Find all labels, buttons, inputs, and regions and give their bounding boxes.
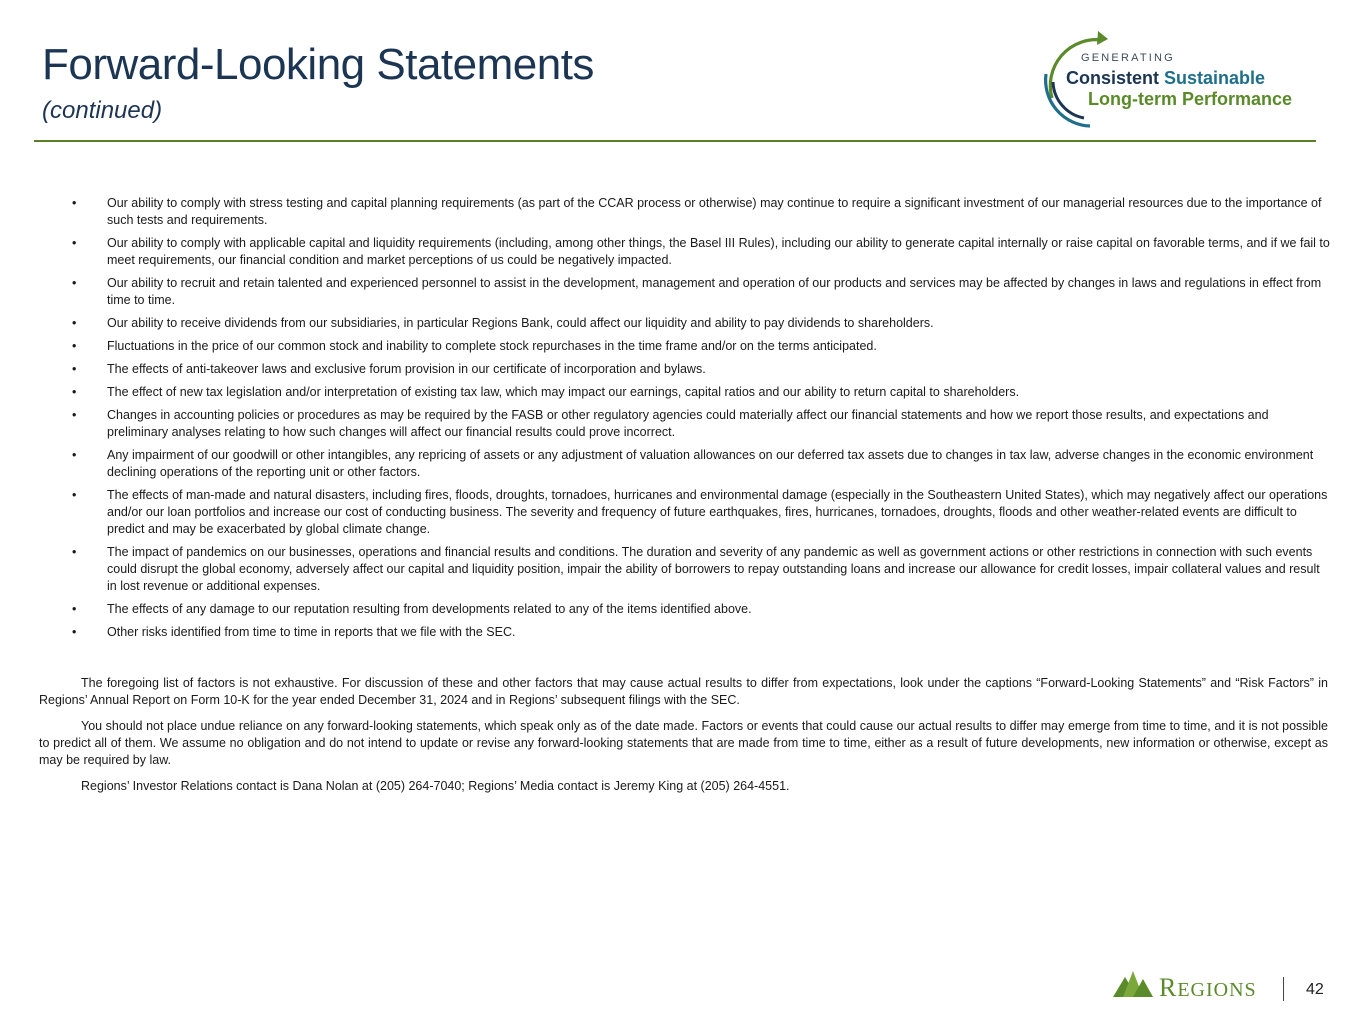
bullet-marker: • (72, 545, 77, 559)
list-item (72, 447, 1330, 481)
bullet-marker: • (72, 385, 77, 399)
list-item-text: The effects of man-made and natural disasters, including fires, floods, droughts, tornadoes, hurricanes and environmental damage (especially in the Southeastern United States), which may negatively affect our operations and/or our loan portfolios and increase our cost of conducting business. The severity and frequency of future earthquakes, fires, hurricanes, tornadoes, droughts, floods and other weather-related events are difficult to predict and may be exacerbated by global climate change. (107, 488, 1328, 536)
page-subtitle: (continued) (42, 97, 163, 124)
list-item-text: The effects of anti-takeover laws and exclusive forum provision in our certificate of incorporation and bylaws. (107, 362, 706, 376)
list-item (72, 361, 1330, 378)
list-item (72, 624, 1330, 641)
bullet-marker: • (72, 236, 77, 250)
bullet-marker: • (72, 602, 77, 616)
list-item-text: The effect of new tax legislation and/or interpretation of existing tax law, which may impact our earnings, capital ratios and our ability to return capital to shareholders. (107, 385, 1020, 399)
disclaimer-paragraph: The foregoing list of factors is not exhaustive. For discussion of these and other factors that may cause actual results to differ from expectations, look under the captions “Forward-Looking Statements” and “Risk Factors” in Regions’ Annual Report on Form 10-K for the year ended December 31, 2024 and in Regions’ subsequent filings with the SEC. (39, 676, 1328, 707)
bullet-marker: • (72, 448, 77, 462)
regions-wordmark-rest: EGIONS (1177, 979, 1257, 1001)
bullet-marker: • (72, 488, 77, 502)
bullet-marker: • (72, 276, 77, 290)
list-item-text: Fluctuations in the price of our common stock and inability to complete stock repurchases in the time frame and/or on the terms anticipated. (107, 339, 877, 353)
bullet-marker: • (72, 196, 77, 210)
tagline-consistent: Consistent (1066, 68, 1160, 88)
list-item-text: Any impairment of our goodwill or other intangibles, any repricing of assets or any adjustment of valuation allowances on our deferred tax assets due to changes in tax law, adverse changes in the economic environment declining operations of the reporting unit or other factors. (107, 448, 1314, 479)
list-item (72, 407, 1330, 441)
brand-tagline-logo (1038, 28, 1328, 132)
list-item (72, 384, 1330, 401)
list-item (72, 601, 1330, 618)
footer-separator (1283, 977, 1284, 1001)
contact-paragraph: Regions’ Investor Relations contact is Dana Nolan at (205) 264-7040; Regions’ Media contact is Jeremy King at (205) 264-4551. (81, 779, 790, 793)
risk-factor-list (72, 195, 1330, 647)
regions-triangles-icon (1113, 969, 1155, 999)
page-number: 42 (1306, 981, 1324, 998)
list-item (72, 338, 1330, 355)
generating-label: GENERATING (1081, 52, 1175, 64)
list-item-text: Changes in accounting policies or procedures as may be required by the FASB or other regulatory agencies could materially affect our financial statements and how we report those results, and expectations and preliminary analyses relating to how such changes will affect our financial results could prove incorrect. (107, 408, 1269, 439)
page-title: Forward-Looking Statements (42, 40, 594, 89)
regions-logo (1113, 969, 1273, 1001)
list-item-text: Our ability to receive dividends from our subsidiaries, in particular Regions Bank, could affect our liquidity and ability to pay dividends to shareholders. (107, 316, 934, 330)
list-item-text: Other risks identified from time to time in reports that we file with the SEC. (107, 625, 516, 639)
list-item-text: Our ability to recruit and retain talented and experienced personnel to assist in the development, management and operation of our products and services may be affected by changes in laws and regulations in effect from time to time. (107, 276, 1322, 307)
list-item (72, 275, 1330, 309)
list-item-text: Our ability to comply with stress testing and capital planning requirements (as part of the CCAR process or otherwise) may continue to require a significant investment of our managerial resources due to the importance of such tests and requirements. (107, 196, 1322, 227)
tagline-sustainable: Sustainable (1164, 68, 1266, 88)
list-item (72, 315, 1330, 332)
list-item-text: The effects of any damage to our reputation resulting from developments related to any of the items identified above. (107, 602, 752, 616)
bullet-marker: • (72, 362, 77, 376)
closing-paragraphs (39, 675, 1328, 804)
list-item-text: The impact of pandemics on our businesses, operations and financial results and conditions. The duration and severity of any pandemic as well as government actions or other restrictions in connection with such events could disrupt the global economy, adversely affect our capital and liquidity position, impair the ability of borrowers to repay outstanding loans and increase our allowance for credit losses, impair collateral values and result in lost revenue or additional expenses. (107, 545, 1320, 593)
title-divider (34, 140, 1316, 142)
bullet-marker: • (72, 625, 77, 639)
list-item (72, 235, 1330, 269)
disclaimer-paragraph: You should not place undue reliance on any forward-looking statements, which speak only as of the date made. Factors or events that could cause our actual results to differ may emerge from time to time, and it is not possible to predict all of them. We assume no obligation and do not intend to update or revise any forward-looking statements that are made from time to time, either as a result of future developments, new information or otherwise, except as may be required by law. (39, 719, 1328, 767)
list-item-text: Our ability to comply with applicable capital and liquidity requirements (including, among other things, the Basel III Rules), including our ability to generate capital internally or raise capital on favorable terms, and if we fail to meet requirements, our financial condition and market perceptions of us could be negatively impacted. (107, 236, 1330, 267)
list-item (72, 544, 1330, 595)
tagline-line-2: Long-term Performance (1088, 89, 1293, 109)
regions-wordmark-initial: R (1159, 973, 1178, 1002)
list-item (72, 487, 1330, 538)
bullet-marker: • (72, 408, 77, 422)
tagline-line-1 (1066, 68, 1265, 89)
bullet-marker: • (72, 316, 77, 330)
bullet-marker: • (72, 339, 77, 353)
list-item (72, 195, 1330, 229)
regions-wordmark (1159, 973, 1257, 1003)
